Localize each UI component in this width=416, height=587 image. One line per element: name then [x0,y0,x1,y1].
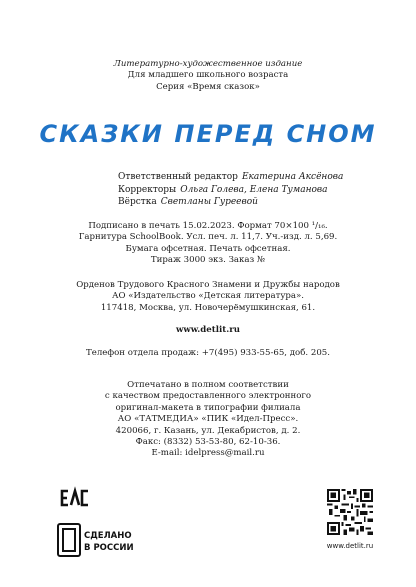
print-line: Бумага офсетная. Печать офсетная. [125,243,291,254]
credit-role: Вёрстка [118,197,157,207]
credits-block [118,171,343,209]
made-in-russia-line1: СДЕЛАНО [84,531,132,541]
credit-proofreaders [118,184,343,197]
qr-code-icon [327,489,373,535]
made-in-russia-line2: В РОССИИ [84,543,134,553]
print-line: Тираж 3000 экз. Заказ № [150,255,266,266]
printing-line: оригинал-макета в типографии филиала [115,402,301,413]
credit-name: Светланы Гуреевой [160,197,258,207]
credit-name: Ольга Голева, Елена Туманова [180,184,328,195]
printing-line: АО «ТАТМЕДИА» «ПИК «Идел-Пресс». [117,414,299,425]
sales-phone: Телефон отдела продаж: +7(495) 933-55-65, доб. 205. [86,348,330,358]
printing-info [0,380,416,460]
imprint-header [0,59,416,93]
credit-editor [118,171,343,184]
made-in-russia-icon [57,522,134,558]
print-line: Гарнитура SchoolBook. Усл. печ. л. 11,7. Уч.-изд. л. 5,69. [78,232,338,243]
publisher-line: Орденов Трудового Красного Знамени и Дружбы народов [76,280,340,290]
credit-layout [118,196,343,209]
credit-name: Екатерина Аксёнова [241,172,344,182]
printing-line: с качеством предоставленного электронного [104,391,312,402]
printing-line: 420066, г. Казань, ул. Декабристов, д. 2. [115,425,301,436]
printing-email[interactable]: E-mail: idelpress@mail.ru [151,448,265,459]
print-info [0,221,416,267]
genre-line: Литературно-художественное издание [113,59,303,69]
series-line: Серия «Время сказок» [156,81,260,92]
qr-url: www.detlit.ru [326,542,374,550]
eac-mark-icon [60,489,90,507]
printing-line: Отпечатано в полном соответствии [127,380,289,390]
book-title: СКАЗКИ ПЕРЕД СНОМ [39,120,377,148]
publisher-line: АО «Издательство «Детская литература». [111,291,305,302]
website-link[interactable]: www.detlit.ru [175,325,241,335]
printing-line: Факс: (8332) 53-53-80, 62-10-36. [135,437,281,448]
credit-role: Корректоры [118,184,177,195]
publisher-info [0,280,416,314]
print-line: Подписано в печать 15.02.2023. Формат 70×100 ¹/₁₆. [88,221,328,231]
publisher-line: 117418, Москва, ул. Новочерёмушкинская, 61. [100,302,316,313]
credit-role: Ответственный редактор [118,172,238,182]
audience-line: Для младшего школьного возраста [127,70,289,81]
